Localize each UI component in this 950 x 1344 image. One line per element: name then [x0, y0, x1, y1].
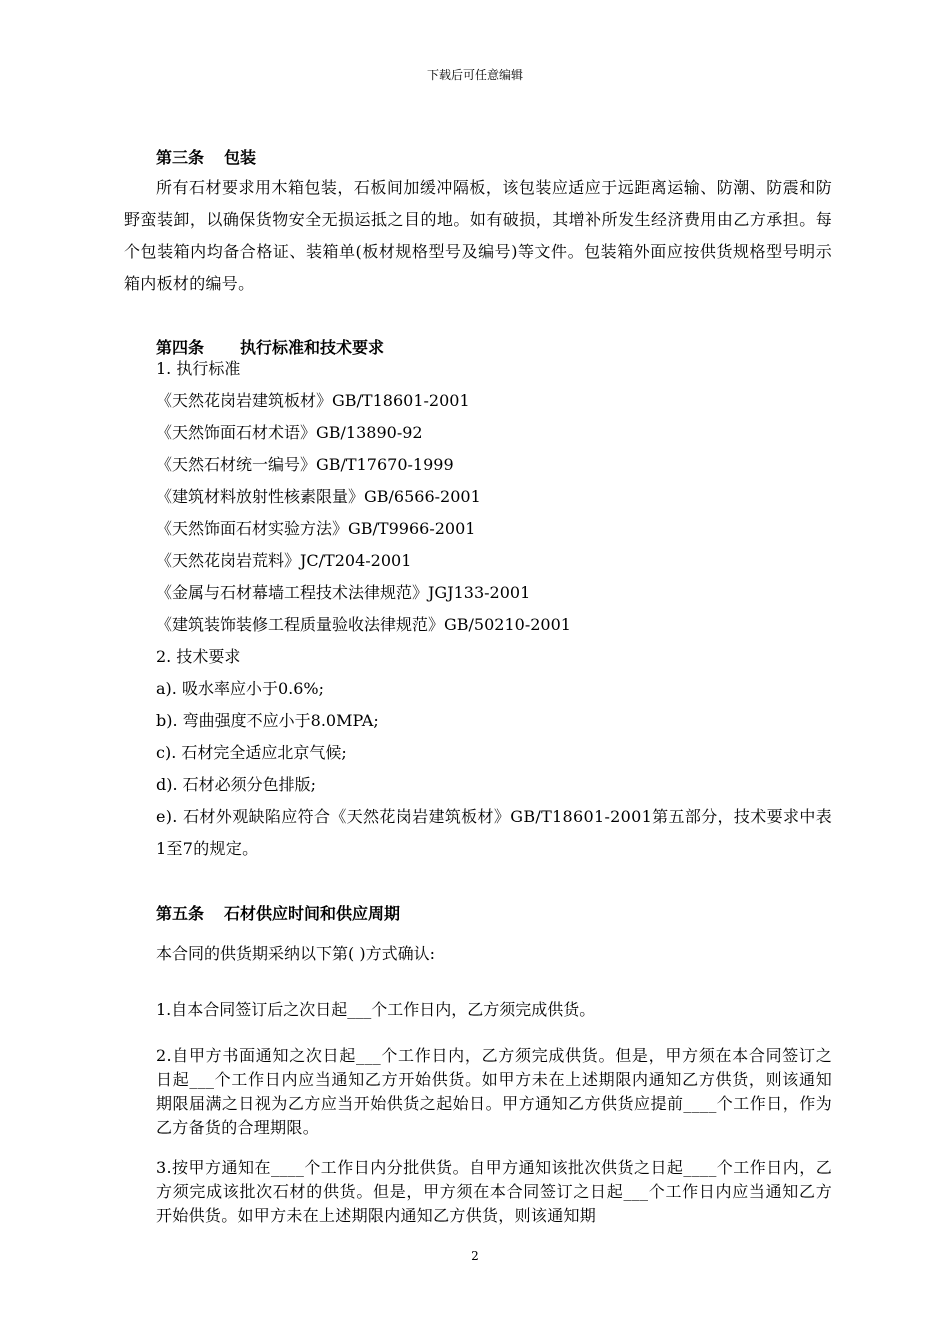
supply-option-1: 1.自本合同签订后之次日起___个工作日内，乙方须完成供货。: [156, 1000, 596, 1019]
standard-item: 《天然花岗岩建筑板材》GB/T18601-2001: [156, 391, 470, 410]
standards-heading: 1. 执行标准: [156, 359, 241, 378]
article-4: [156, 336, 832, 858]
requirement-item: a). 吸水率应小于0.6%;: [156, 679, 324, 698]
article-3: [124, 146, 832, 293]
standard-item: 《建筑材料放射性核素限量》GB/6566-2001: [156, 487, 481, 506]
standard-item: 《天然饰面石材术语》GB/13890-92: [156, 423, 423, 442]
supply-option-3: 3.按甲方通知在____个工作日内分批供货。自甲方通知该批次供货之日起____个工作日内，乙方须完成该批次石材的供货。但是，甲方须在本合同签订之日起___个工作日内应当通知乙方开始供货。如甲方未在上述期限内通知乙方供货，则该通知期: [156, 1158, 832, 1225]
page-header: 下载后可任意编辑: [426, 68, 523, 82]
article-5: [156, 902, 832, 1225]
article-5-number: 第五条: [156, 904, 205, 923]
article-4-title: 执行标准和技术要求: [240, 338, 385, 357]
article-3-paragraph: 所有石材要求用木箱包装，石板间加缓冲隔板，该包装应适应于远距离运输、防潮、防震和防野蛮装卸，以确保货物安全无损运抵之目的地。如有破损，其增补所发生经济费用由乙方承担。每个包装箱内均备合格证、装箱单(板材规格型号及编号)等文件。包装箱外面应按供货规格型号明示箱内板材的编号。: [124, 178, 832, 293]
requirement-item: c). 石材完全适应北京气候;: [156, 743, 347, 762]
supply-period-intro: 本合同的供货期采纳以下第( )方式确认:: [156, 944, 435, 963]
article-3-heading: [156, 146, 832, 170]
article-5-title: 石材供应时间和供应周期: [224, 904, 401, 923]
standard-item: 《天然花岗岩荒料》JC/T204-2001: [156, 551, 412, 570]
article-3-title: 包装: [224, 148, 257, 167]
requirement-item-e: e). 石材外观缺陷应符合《天然花岗岩建筑板材》GB/T18601-2001第五部分，技术要求中表1至7的规定。: [156, 807, 832, 858]
page-number: 2: [471, 1249, 479, 1263]
standard-item: 《天然饰面石材实验方法》GB/T9966-2001: [156, 519, 476, 538]
standard-item: 《金属与石材幕墙工程技术法律规范》JGJ133-2001: [156, 583, 531, 602]
standard-item: 《建筑装饰装修工程质量验收法律规范》GB/50210-2001: [156, 615, 571, 634]
article-5-heading: [156, 902, 832, 926]
standard-item: 《天然石材统一编号》GB/T17670-1999: [156, 455, 454, 474]
article-4-number: 第四条: [156, 338, 205, 357]
requirements-heading: 2. 技术要求: [156, 647, 241, 666]
standards-section: [156, 353, 832, 865]
article-3-number: 第三条: [156, 148, 205, 167]
requirement-item: d). 石材必须分色排版;: [156, 775, 317, 794]
requirement-item: b). 弯曲强度不应小于8.0MPA;: [156, 711, 379, 730]
supply-option-2: 2.自甲方书面通知之次日起___个工作日内，乙方须完成供货。但是，甲方须在本合同签订之日起___个工作日内应当通知乙方开始供货。如甲方未在上述期限内通知乙方供货，则该通知期限届满之日视为乙方应当开始供货之起始日。甲方通知乙方供货应提前____个工作日，作为乙方备货的合理期限。: [156, 1046, 832, 1137]
